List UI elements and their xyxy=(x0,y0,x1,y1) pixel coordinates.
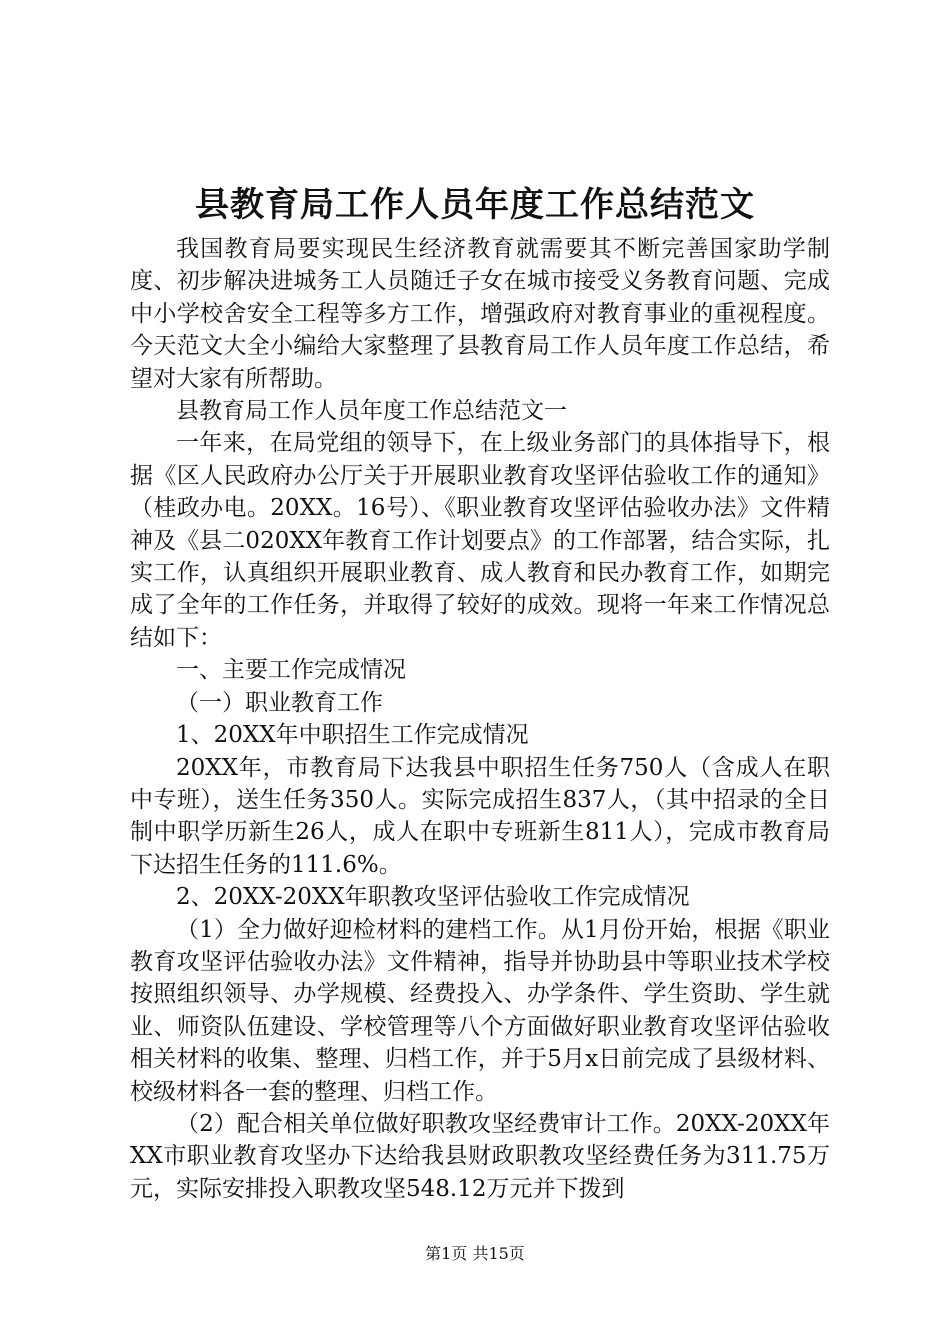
heading-evaluation: 2、20XX-20XX年职教攻坚评估验收工作完成情况 xyxy=(176,884,690,911)
paragraph-overview: 一年来，在局党组的领导下，在上级业务部门的具体指导下，根据《区人民政府办公厅关于开展职业教育攻坚评估验收工作的通知》（桂政办电。20XX。16号）、《职业教育攻坚评估验收办法》文件精神及《县二020XX年教育工作计划要点》的工作部署，结合实际，扎实工作，认真组织开展职业教育、成人教育和民办教育工作，如期完成了全年的工作任务，并取得了较好的成效。现将一年来工作情况总结如下： xyxy=(130,430,830,651)
paragraph-subtitle: 县教育局工作人员年度工作总结范文一 xyxy=(176,398,567,425)
heading-enrollment: 1、20XX年中职招生工作完成情况 xyxy=(176,722,529,749)
paragraph-intro: 我国教育局要实现民生经济教育就需要其不断完善国家助学制度、初步解决进城务工人员随迁子女在城市接受义务教育问题、完成中小学校舍安全工程等多方工作，增强政府对教育事业的重视程度。今天范文大全小编给大家整理了县教育局工作人员年度工作总结，希望对大家有所帮助。 xyxy=(130,236,830,392)
document-title: 县教育局工作人员年度工作总结范文 xyxy=(195,185,755,225)
document-body xyxy=(130,233,830,1205)
heading-vocational-education: （一）职业教育工作 xyxy=(176,689,383,716)
page-footer: 第1页 共15页 xyxy=(425,1244,525,1263)
paragraph-enrollment: 20XX年，市教育局下达我县中职招生任务750人（含成人在职中专班），送生任务350人。实际完成招生837人，（其中招录的全日制中职学历新生26人，成人在职中专班新生811人），完成市教育局下达招生任务的111.6%。 xyxy=(130,754,830,878)
heading-main-work: 一、主要工作完成情况 xyxy=(176,657,406,684)
paragraph-archive-work: （1）全力做好迎检材料的建档工作。从1月份开始，根据《职业教育攻坚评估验收办法》文件精神，指导并协助县中等职业技术学校按照组织领导、办学规模、经费投入、办学条件、学生资助、学生就业、师资队伍建设、学校管理等八个方面做好职业教育攻坚评估验收相关材料的收集、整理、归档工作，并于5月x日前完成了县级材料、校级材料各一套的整理、归档工作。 xyxy=(130,916,830,1105)
paragraph-audit-work: （2）配合相关单位做好职教攻坚经费审计工作。20XX-20XX年XX市职业教育攻坚办下达给我县财政职教攻坚经费任务为311.75万元，实际安排投入职教攻坚548.12万元并下拨到 xyxy=(130,1110,830,1202)
